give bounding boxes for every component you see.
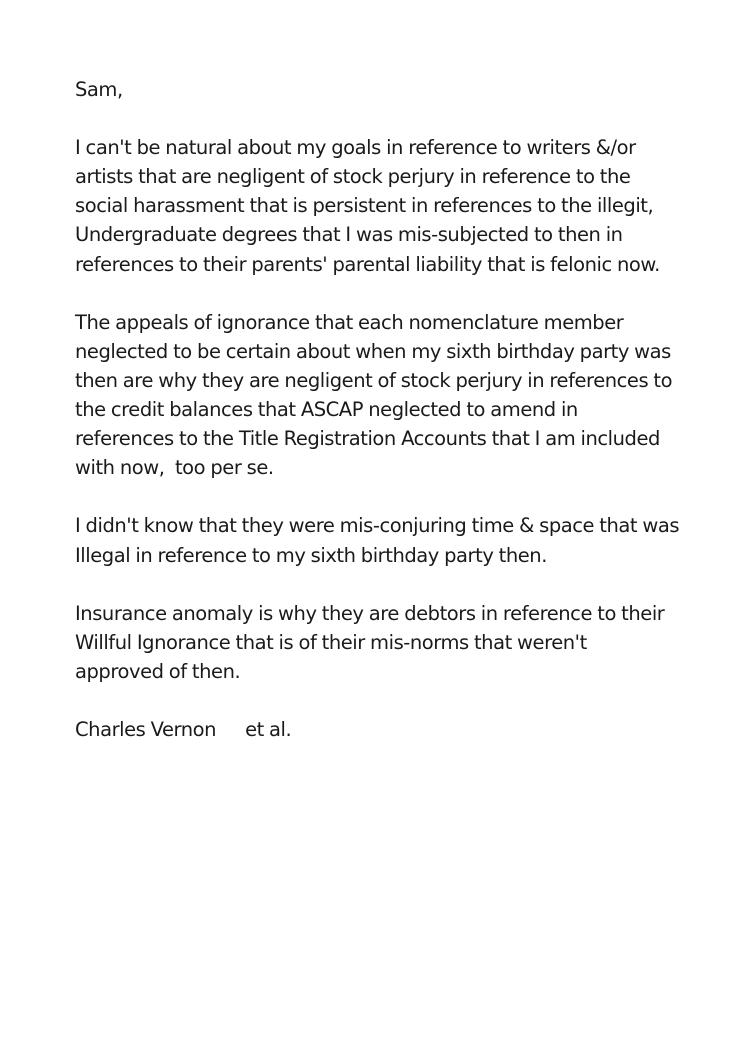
paragraph-spacer [75, 482, 715, 511]
paragraph-line: neglected to be certain about when my sixth birthday party was [75, 339, 671, 363]
paragraph-line: Insurance anomaly is why they are debtors in reference to their [75, 601, 665, 625]
paragraph-line: references to the Title Registration Accounts that I am included [75, 427, 660, 451]
paragraph-line: approved of then. [75, 659, 241, 683]
paragraph-line: with now, too per se. [75, 456, 274, 480]
signature-name: Charles Vernon [75, 718, 217, 742]
paragraph-line: references to their parents' parental liability that is felonic now. [75, 252, 660, 276]
salutation: Sam, [75, 78, 123, 101]
paragraph-line: social harassment that is persistent in references to the illegit, [75, 194, 654, 218]
paragraph-spacer [75, 686, 715, 715]
paragraph-spacer [75, 570, 715, 599]
paragraph-line: Willful Ignorance that is of their mis-norms that weren't [75, 630, 587, 654]
paragraph-3 [75, 511, 715, 569]
paragraph-line: I didn't know that they were mis-conjuring time & space that was [75, 514, 680, 538]
paragraph-spacer [75, 279, 715, 308]
paragraph-2 [75, 308, 715, 483]
signature [75, 715, 715, 744]
paragraph-4 [75, 599, 715, 686]
paragraph-line: The appeals of ignorance that each nomenclature member [75, 310, 624, 334]
letter-body [75, 75, 715, 744]
paragraph-spacer [75, 104, 715, 133]
paragraph-line: Illegal in reference to my sixth birthday party then. [75, 543, 547, 567]
paragraph-line: I can't be natural about my goals in reference to writers &/or [75, 136, 636, 160]
paragraph-line: then are why they are negligent of stock perjury in references to [75, 368, 673, 392]
paragraph-1 [75, 133, 715, 278]
paragraph-line: artists that are negligent of stock perjury in reference to the [75, 165, 631, 189]
signature-suffix: et al. [245, 718, 292, 742]
paragraph-line: the credit balances that ASCAP neglected to amend in [75, 398, 578, 422]
paragraph-line: Undergraduate degrees that I was mis-subjected to then in [75, 223, 623, 247]
